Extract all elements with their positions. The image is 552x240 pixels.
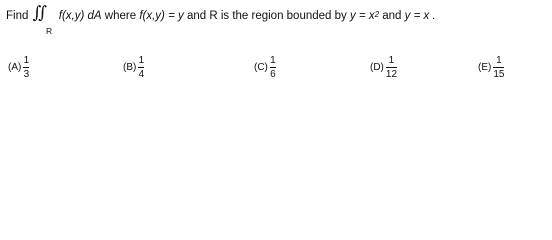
choice-b-fraction: [138, 55, 144, 80]
choice-d-fraction: [386, 55, 397, 80]
choice-e-fraction: [493, 55, 504, 80]
choice-e-numerator: 1: [496, 54, 502, 66]
choice-a-denominator: 3: [23, 68, 30, 80]
choice-c-label: (C): [254, 61, 268, 73]
fraction-bar: [138, 67, 144, 68]
choice-b-label: (B): [123, 61, 137, 73]
fraction-bar: [386, 67, 397, 68]
choice-d-denominator: 12: [385, 68, 398, 80]
curve-two: y = x .: [404, 10, 436, 22]
choice-b-denominator: 4: [138, 68, 145, 80]
choice-e-denominator: 15: [493, 68, 505, 80]
fraction-bar: [23, 67, 29, 68]
fraction-bar: [270, 67, 276, 68]
and-word: and: [382, 10, 402, 22]
choice-e: [478, 50, 504, 84]
double-integral-symbol: ∬: [32, 3, 44, 23]
choice-b: [123, 50, 144, 84]
choice-d-label: (D): [370, 61, 384, 73]
choice-a-label: (A): [8, 61, 22, 73]
fraction-bar: [493, 67, 504, 68]
choice-a-numerator: 1: [23, 54, 30, 66]
choice-c: [254, 50, 276, 84]
find-word: Find: [6, 10, 29, 22]
curve-one: $y = x^2$: [349, 10, 380, 22]
choice-e-label: (E): [478, 61, 492, 73]
choice-c-denominator: 6: [270, 68, 276, 80]
choice-c-numerator: 1: [270, 54, 276, 66]
question-text: [6, 3, 436, 25]
choice-d: [370, 50, 397, 84]
choice-d-numerator: 1: [388, 54, 395, 66]
curve-one-exponent: 2: [374, 10, 380, 19]
choice-a: [8, 50, 29, 84]
region-description: and R is the region bounded by: [186, 10, 347, 22]
region-subscript: R: [46, 26, 53, 36]
function-definition: f(x,y) = y: [139, 10, 184, 22]
choice-a-fraction: [23, 55, 29, 80]
choice-c-fraction: [270, 55, 276, 80]
answer-choices: [0, 50, 552, 86]
integrand: f(x,y) dA: [58, 10, 102, 22]
where-word: where: [104, 10, 137, 22]
choice-b-numerator: 1: [138, 54, 145, 66]
